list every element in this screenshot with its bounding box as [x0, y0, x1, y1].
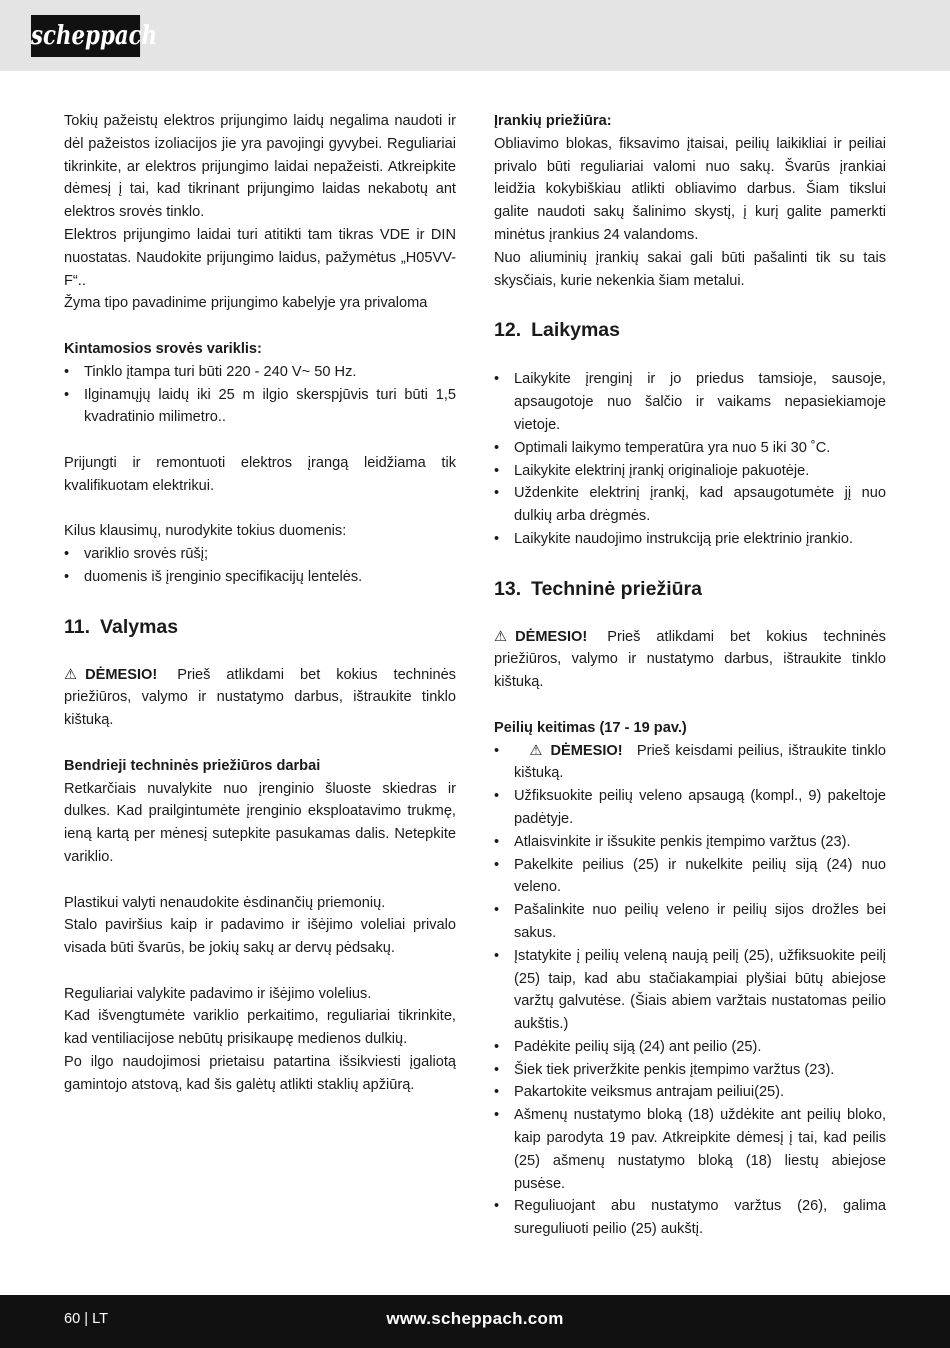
- blade-change-heading: Peilių keitimas (17 - 19 pav.): [494, 719, 687, 736]
- list-item: • Padėkite peilių siją (24) ant peilio (25).: [494, 1038, 762, 1055]
- ac-motor-heading: Kintamosios srovės variklis:: [64, 340, 262, 357]
- footer-band: [0, 1295, 950, 1348]
- right-column: [494, 110, 886, 1241]
- list-item: • Laikykite naudojimo instrukciją prie elektrinio įrankio.: [494, 530, 854, 547]
- list-item: • Pakelkite peilius (25) ir nukelkite peilių siją (24) nuo veleno.: [494, 856, 886, 896]
- roller-text-3: Po ilgo naudojimosi prietaisu patartina išsikviesti įgaliotą gamintojo atstovą, kad šis galėtų atlikti staklių apžiūrą.: [64, 1054, 456, 1093]
- plastic-text-2: Stalo paviršius kaip ir padavimo ir išėjimo voleliai privalo visada būti švarūs, be jokių sakų ar dervų pėdsakų.: [64, 917, 456, 957]
- tool-care-heading: Įrankių priežiūra:: [494, 113, 612, 129]
- storage-list: [494, 368, 886, 550]
- roller-text-1: Reguliariai valykite padavimo ir išėjimo volelius.: [64, 985, 372, 1002]
- section-13-warning: ⚠ DĖMESIO! Prieš atlikdami bet kokius techninės priežiūros, valymo ir nustatymo darbus, ištraukite tinklo kištuką.: [494, 626, 886, 694]
- list-item: • duomenis iš įrenginio specifikacijų lentelės.: [64, 568, 363, 585]
- list-item: • Šiek tiek priveržkite penkis įtempimo varžtus (23).: [494, 1061, 835, 1078]
- list-item: • Uždenkite elektrinį įrankį, kad apsaugotumėte jį nuo dulkių arba drėgmės.: [494, 485, 886, 525]
- plastic-text-1: Plastikui valyti nenaudokite ėsdinančių priemonių.: [64, 894, 386, 911]
- list-item: • Pakartokite veiksmus antrajam peiliui(25).: [494, 1084, 785, 1101]
- left-column: [64, 110, 456, 1097]
- list-item: • variklio srovės rūšį;: [64, 546, 209, 563]
- blade-change-list: [494, 740, 886, 1242]
- intro-paragraph-1: Tokių pažeistų elektros prijungimo laidų negalima naudoti ir dėl pažeistos izoliacijos jie yra pavojingi gyvybei. Reguliariai tikrinkite, ar elektros prijungimo laidai nepažeisti. Atkreipkite dėmesį į tai, kad tikrinant prijungimo laidas nekabotų ant elektros srovės tinklo.: [64, 113, 456, 221]
- warning-icon: ⚠: [64, 666, 78, 683]
- list-item: • Pašalinkite nuo peilių veleno ir peilių sijos drožles bei sakus.: [494, 902, 886, 941]
- section-11-heading: 11. Valymas: [64, 615, 179, 638]
- questions-intro: Kilus klausimų, nurodykite tokius duomenis:: [64, 523, 347, 540]
- section-13-heading: 13. Techninė priežiūra: [494, 577, 702, 600]
- list-item: • Ilginamųjų laidų iki 25 m ilgio skerspjūvis turi būti 1,5 kvadratinio milimetro..: [64, 386, 456, 426]
- list-item: • Laikykite įrenginį ir jo priedus tamsioje, sausoje, apsaugotoje nuo šalčio ir vaikams nepasiekiamoje vietoje.: [494, 371, 886, 433]
- repair-note: Prijungti ir remontuoti elektros įrangą leidžiama tik kvalifikuotam elektrikui.: [64, 454, 456, 494]
- general-maintenance-heading: Bendrieji techninės priežiūros darbai: [64, 757, 321, 774]
- list-item: • Įstatykite į peilių veleną naują peilį (25), užfiksuokite peilį (25) taip, kad abu stačiakampiai plyšiai būtų abiejose varžtų galvutėse. (Šiais abiem varžtais nustatomas peilio aukštis.): [494, 947, 886, 1033]
- website-url: www.scheppach.com: [386, 1309, 564, 1328]
- tool-care-text-2: Nuo aliuminių įrankių sakai gali būti pašalinti tik su tais skysčiais, kurie nekenkia šiam metalui.: [494, 249, 886, 289]
- intro-paragraph-3: Žyma tipo pavadinime prijungimo kabelyje yra privaloma: [64, 295, 428, 312]
- list-item: • Reguliuojant abu nustatymo varžtus (26), galima sureguliuoti peilio (25) aukštį.: [494, 1198, 886, 1238]
- roller-text-2: Kad išvengtumėte variklio perkaitimo, reguliariai tikrinkite, kad ventiliacijose nebūtų prisikaupę medienos dulkių.: [64, 1008, 456, 1048]
- general-maintenance-text: Retkarčiais nuvalykite nuo įrenginio šluoste skiedras ir dulkes. Kad prailgintumėte įrenginio eksploatavimo trukmę, ieną kartą per mėnesį sutepkite pasukamas dalis. Netepkite variklio.: [64, 780, 456, 865]
- scheppach-logo: scheppach: [31, 15, 140, 57]
- questions-list: [64, 543, 456, 589]
- ac-motor-list: [64, 361, 456, 429]
- list-item: • Tinklo įtampa turi būti 220 - 240 V~ 50 Hz.: [64, 363, 357, 380]
- list-item: • Atlaisvinkite ir išsukite penkis įtempimo varžtus (23).: [494, 833, 851, 850]
- section-11-warning: ⚠ DĖMESIO! Prieš atlikdami bet kokius techninės priežiūros, valymo ir nustatymo darbus, ištraukite tinklo kištuką.: [64, 664, 456, 732]
- warning-icon: ⚠: [494, 628, 508, 645]
- header-band: [0, 0, 950, 71]
- list-item: • Užfiksuokite peilių veleno apsaugą (kompl., 9) pakeltoje padėtyje.: [494, 788, 886, 827]
- list-item: • Laikykite elektrinį įrankį originalioje pakuotėje.: [494, 462, 810, 479]
- intro-paragraph-2: Elektros prijungimo laidai turi atitikti tam tikras VDE ir DIN nuostatas. Naudokite prijungimo laidus, pažymėtus „H05VV-F“..: [64, 226, 456, 289]
- list-item: • Ašmenų nustatymo bloką (18) uždėkite ant peilių bloko, kaip parodyta 19 pav. Atkreipkite dėmesį į tai, kad peilis (25) ašmenų nustatymo bloką (18) liestų abiejose pusėse.: [494, 1107, 886, 1192]
- tool-care-text-1: Obliavimo blokas, fiksavimo įtaisai, peilių laikikliai ir peiliai privalo būti reguliariai valomi nuo sakų. Švarūs įrankiai leidžia kokybiškiau atlikti obliavimo darbus. Šiam tikslui galite naudoti sakų šalinimo skystį, į kurį galite pamerkti minėtus įrankius 24 valandoms.: [494, 135, 886, 243]
- list-item: • Optimali laikymo temperatūra yra nuo 5 iki 30 ˚C.: [494, 439, 831, 456]
- list-item: • ⚠ DĖMESIO! Prieš keisdami peilius, ištraukite tinklo kištuką.: [494, 740, 886, 786]
- page-number: 60 | LT: [64, 1311, 109, 1327]
- warning-icon: ⚠: [529, 742, 543, 759]
- section-12-heading: 12. Laikymas: [494, 319, 621, 342]
